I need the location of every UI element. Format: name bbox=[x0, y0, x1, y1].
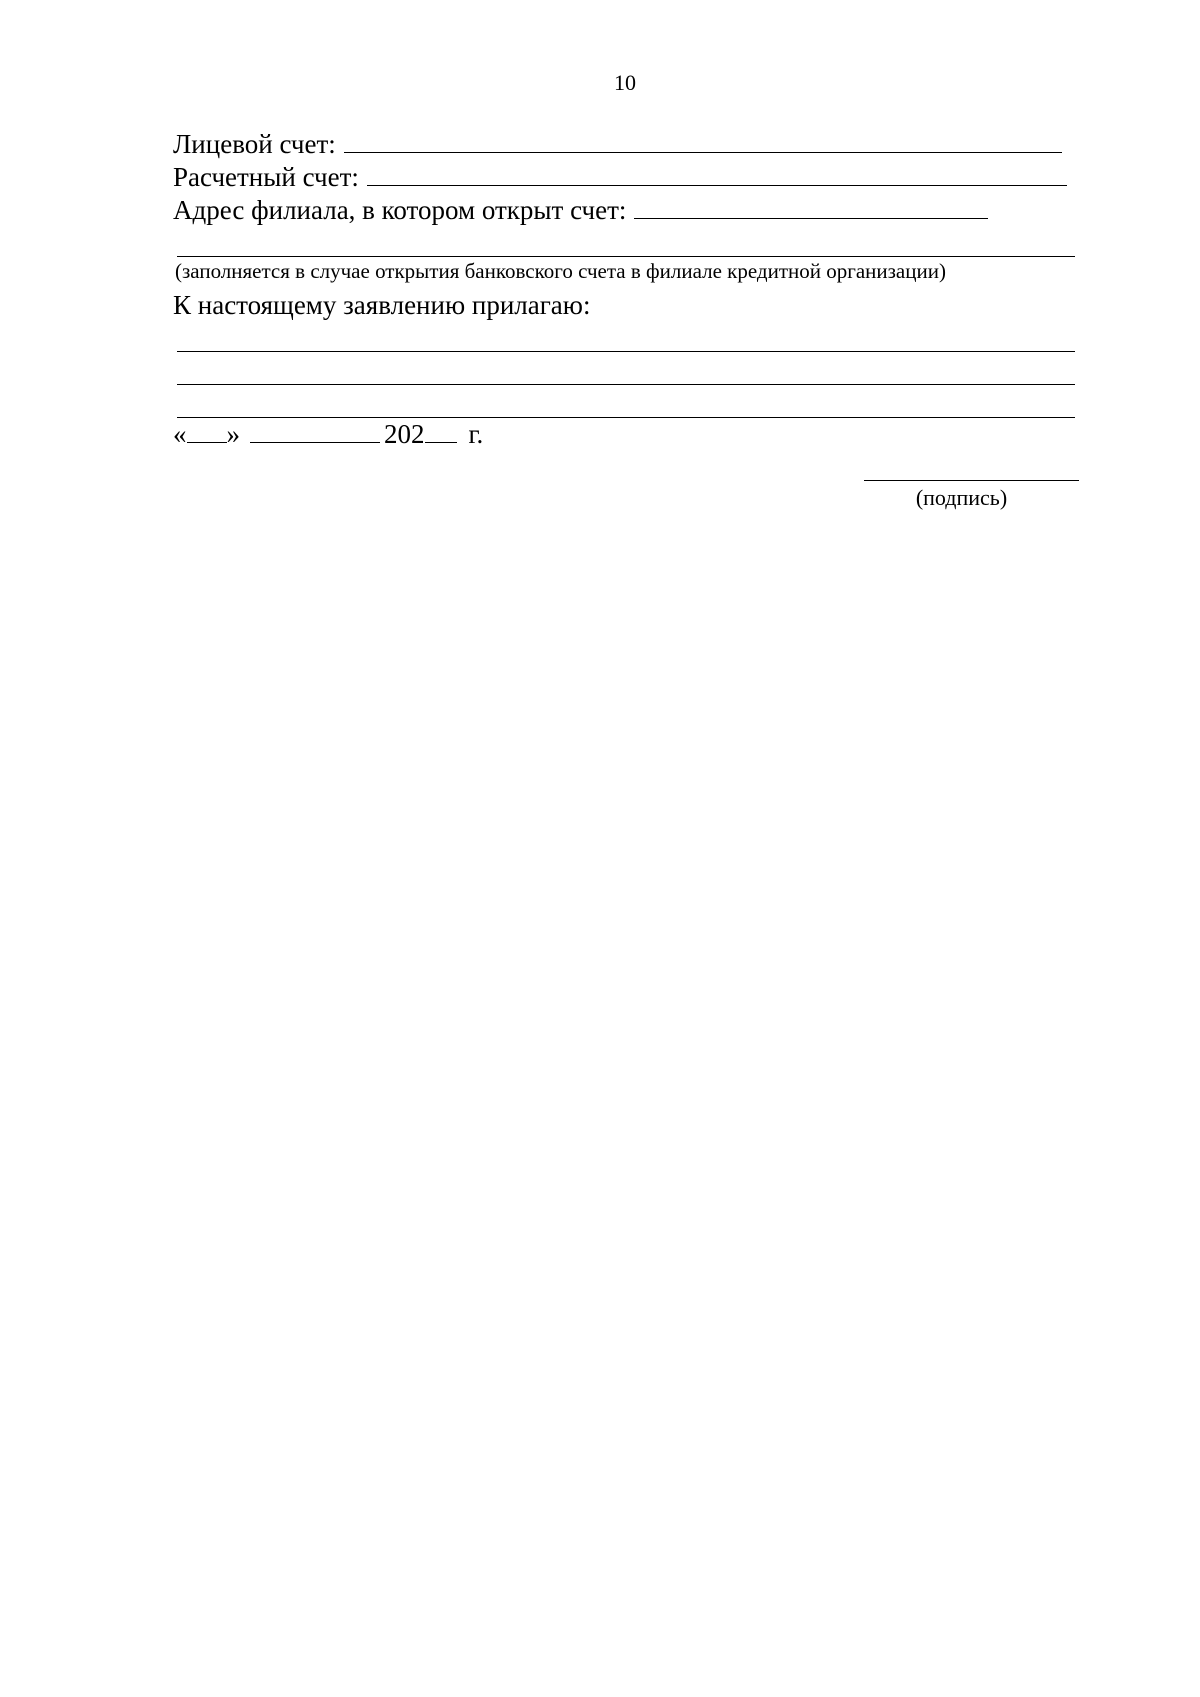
branch-address-label: Адрес филиала, в котором открыт счет: bbox=[173, 195, 627, 225]
date-year-suffix: г. bbox=[468, 419, 484, 449]
date-close-quote: » bbox=[226, 419, 240, 449]
date-month-field[interactable] bbox=[250, 420, 380, 443]
signature-caption: (подпись) bbox=[915, 485, 1008, 510]
date-row bbox=[173, 418, 483, 450]
branch-address-field[interactable] bbox=[634, 196, 988, 219]
branch-address-field-line-2[interactable] bbox=[177, 256, 1075, 257]
settlement-account-row bbox=[173, 161, 1067, 193]
settlement-account-label: Расчетный счет: bbox=[173, 162, 359, 192]
attachments-row bbox=[173, 289, 590, 321]
date-year-prefix: 202 bbox=[384, 419, 425, 449]
settlement-account-field[interactable] bbox=[367, 163, 1067, 186]
personal-account-row bbox=[173, 128, 1062, 160]
personal-account-field[interactable] bbox=[344, 130, 1062, 153]
branch-note: (заполняется в случае открытия банковского счета в филиале кредитной организации) bbox=[175, 259, 946, 283]
date-year-field[interactable] bbox=[425, 420, 457, 443]
attachment-line-1[interactable] bbox=[177, 351, 1075, 352]
attachment-line-2[interactable] bbox=[177, 384, 1075, 385]
branch-address-row bbox=[173, 194, 988, 226]
signature-field[interactable] bbox=[864, 480, 1079, 481]
personal-account-label: Лицевой счет: bbox=[173, 129, 336, 159]
attachments-label: К настоящему заявлению прилагаю: bbox=[173, 290, 591, 320]
page-number: 10 bbox=[614, 70, 636, 95]
date-day-field[interactable] bbox=[187, 420, 227, 443]
date-open-quote: « bbox=[173, 419, 187, 449]
